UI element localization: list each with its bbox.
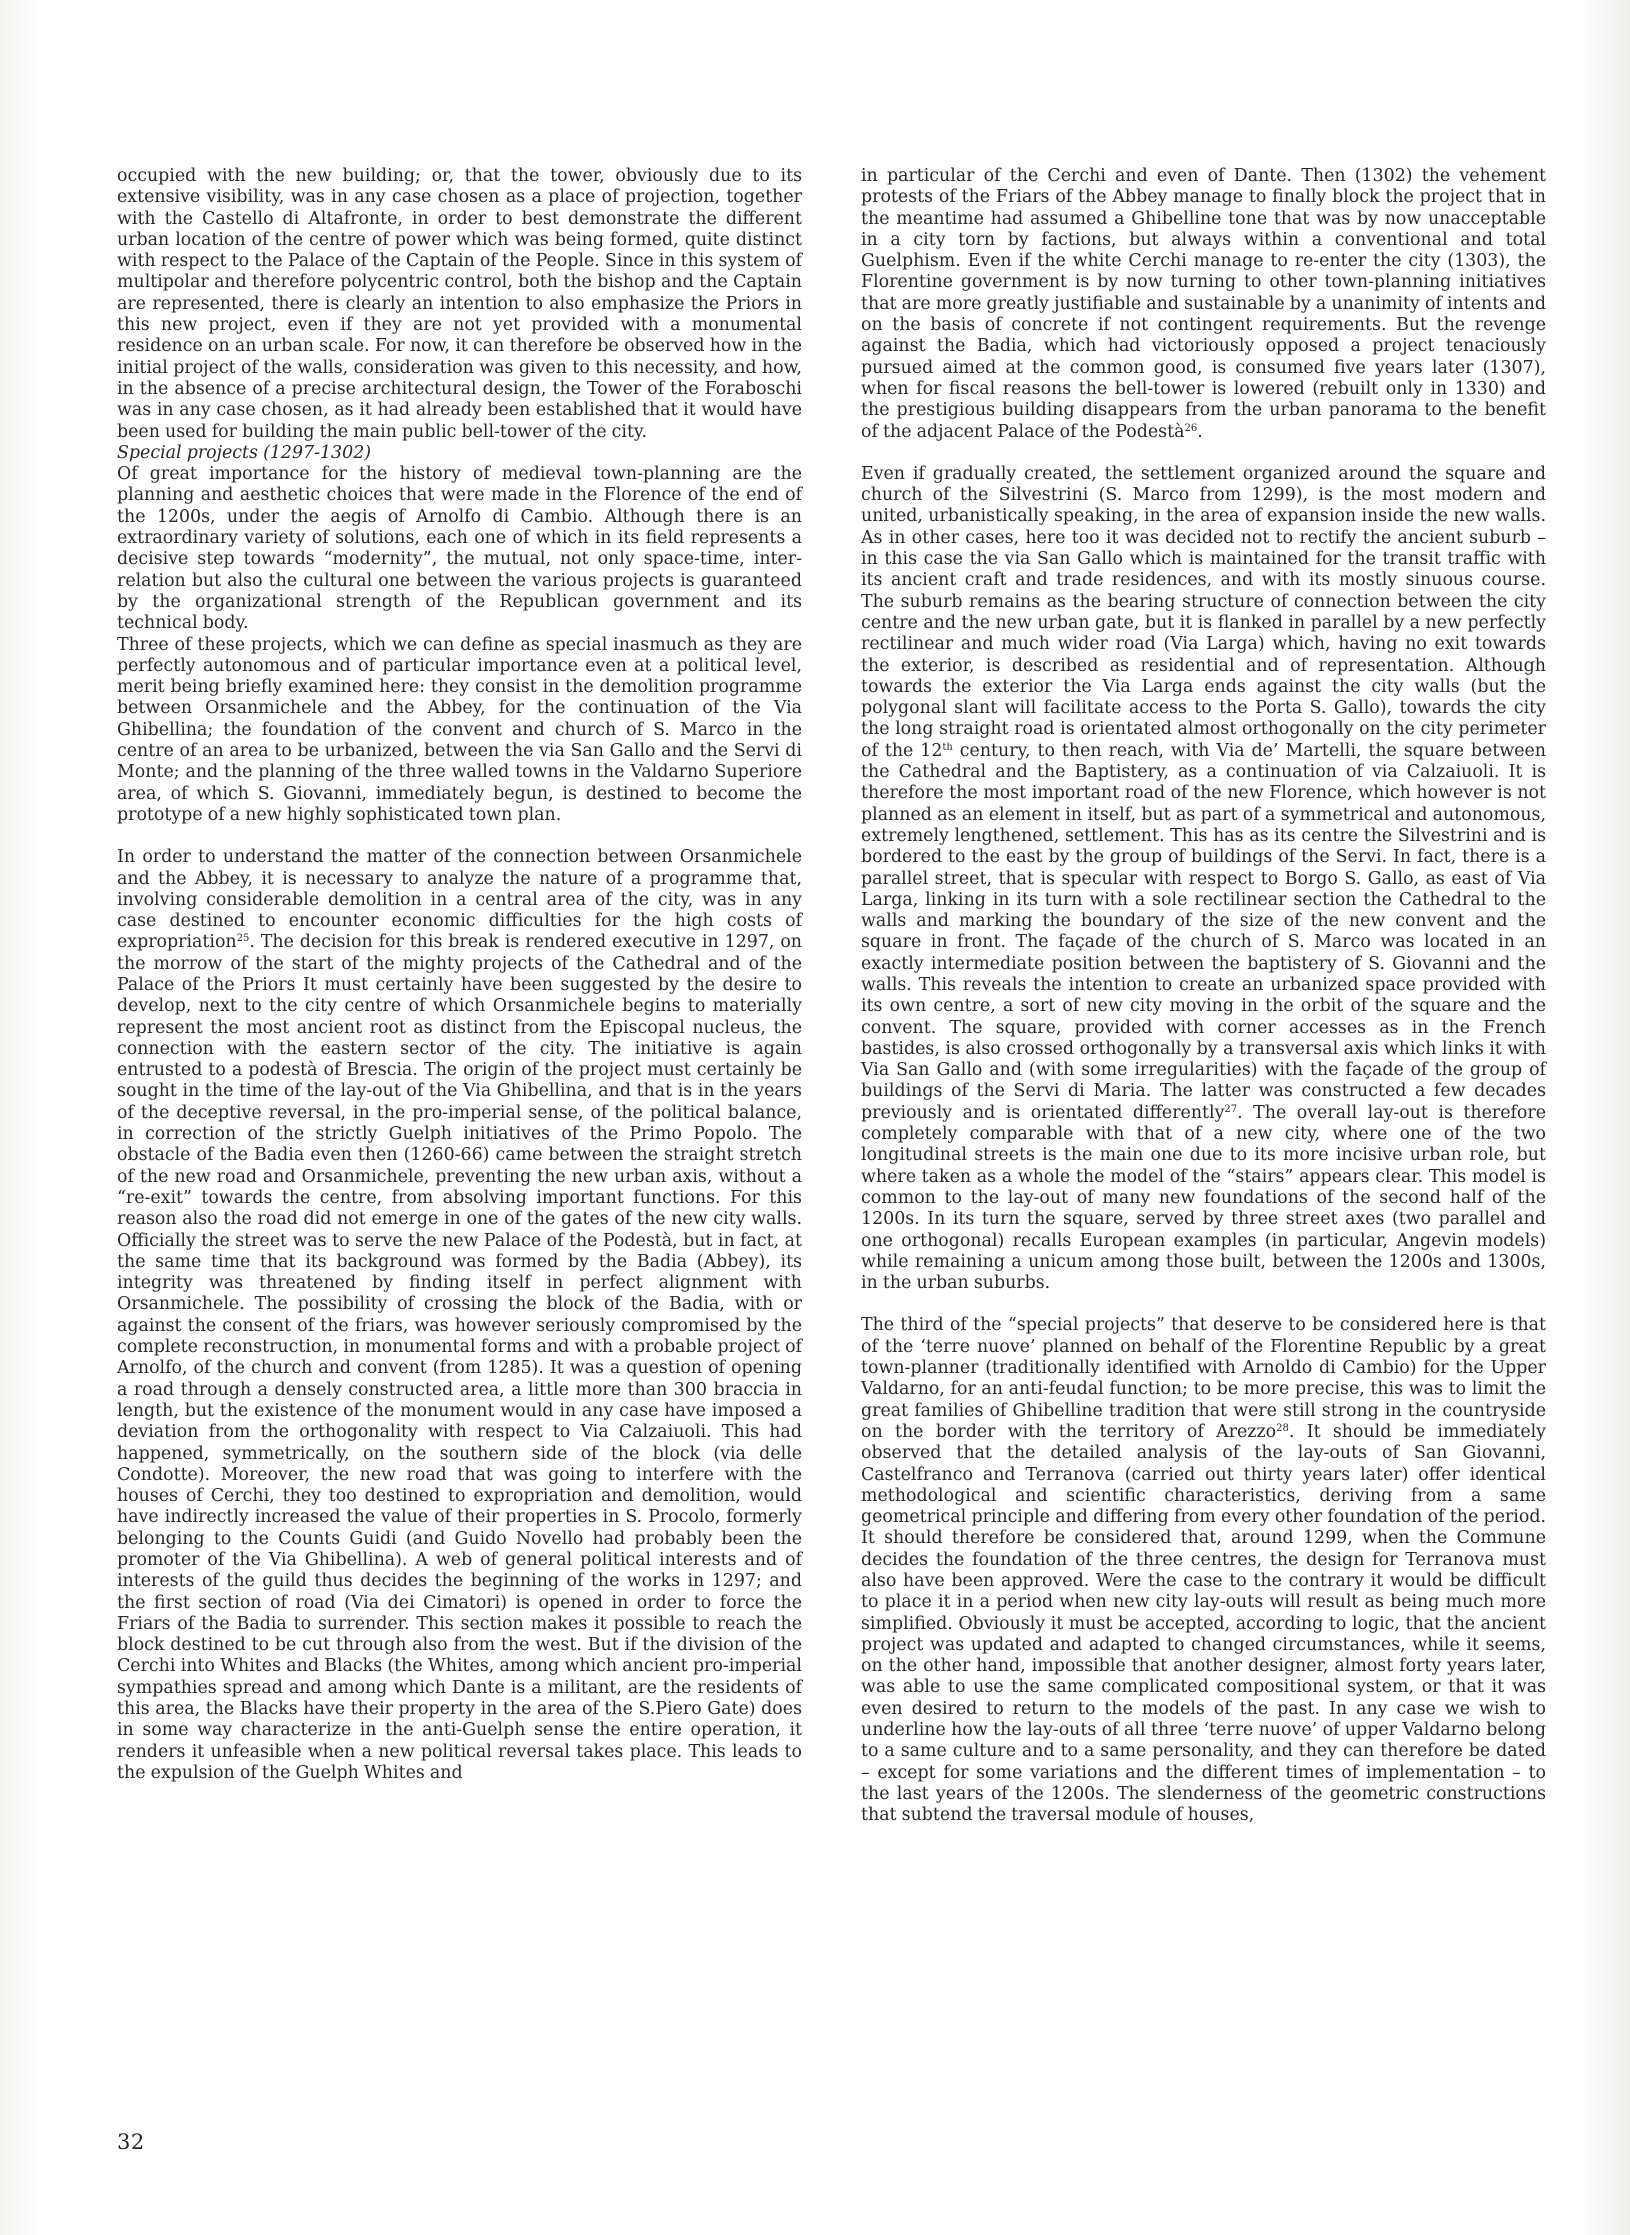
paragraph-terre-nuove: [861, 1315, 1546, 1826]
text-run: . The overall lay-out is therefore completely comparable with that of a new city, where one of the two longitudinal streets is the main one due to its more incisive urban role, but where taken as a whole the model of the “stairs” appears clear. This model is common to the lay-out of many new foundations of the second half of the 1200s. In its turn the square, served by three street axes (two parallel and one orthogonal) recalls European examples (in particular, Angevin models) while remaining a unicum among those built, between the 1200s and 1300s, in the urban suburbs.: [861, 1102, 1546, 1294]
text-run: in particular of the Cerchi and even of Dante. Then (1302) the vehement protests of the Friars of the Abbey manage to finally block the project that in the meantime had assumed a Ghibelline tone that was by now unacceptable in a city torn by factions, but always within a conventional and total Guelphism. Even if the white Cerchi manage to re-enter the city (1303), the Florentine government is by now turning to other town-planning initiatives that are more greatly justifiable and sustainable by a unanimity of intents and on the basis of concrete if not contingent requirements. But the revenge against the Badia, which had victoriously opposed a project tenaciously pursued aimed at the common good, is consumed five years later (1307), when for fiscal reasons the bell-tower is lowered (rebuilt only in 1330) and the prestigious building disappears from the urban panorama to the benefit of the adjacent Palace of the Podestà: [861, 166, 1546, 442]
text-run: century, to then reach, with Via de’ Martelli, the square between the Cathedral and the Baptistery, as a continuation of via Calzaiuoli. It is therefore the most important road of the new Florence, which however is not planned as an element in itself, but as part of a symmetrical and autonomous, extremely lengthened, settlement. This has as its centre the Silvestrini and is bordered to the east by the group of buildings of the Servi. In fact, there is a parallel street, that is specular with respect to Borgo S. Gallo, as east of Via Larga, linking in its turn with a sole rectilinear section the Cathedral to the walls and marking the boundary of the size of the new convent and the square in front. The façade of the church of S. Marco was located in an exactly intermediate position between the baptistery of S. Giovanni and the walls. This reveals the intention to create an urbanized space provided with its own centre, a sort of new city moving in the orbit of the square and the convent. The square, provided with corner accesses as in the French bastides, is also crossed orthogonally by a transversal axis which links it with Via San Gallo and (with some irregularities) with the façade of the group of buildings of the Servi di Maria. The latter was constructed a few decades previously and is orientated differently: [861, 740, 1547, 1123]
text-run: . It should be immediately observed that the detailed analysis of the lay-outs of San Giovanni, Castelfranco and Terranova (carried out thirty years later) offer identical methodological and scientific characteristics, deriving from a same geometrical principle and differing from every other foundation of the period. It should therefore be considered that, around 1299, when the Commune decides the foundation of the three centres, the design for Terranova must also have been approved. Were the case to the contrary it would be difficult to place it in a period when new city lay-outs will result as being much more simplified. Obviously it must be accepted, according to logic, that the ancient project was updated and adapted to changed circumstances, while it seems, on the other hand, impossible that another designer, almost forty years later, was able to use the same complicated compositional system, or that it was even desired to return to the models of the past. In any case we wish to underline how the lay-outs of all three ‘terre nuove’ of upper Valdarno belong to a same culture and to a same personality, and they can therefore be dated – except for some variations and the different times of implementation – to the last years of the 1200s. The slenderness of the geometric constructions that subtend the traversal module of houses,: [861, 1421, 1546, 1826]
right-column: [861, 166, 1546, 1827]
section-heading-special-projects: Special projects (1297-1302): [117, 442, 372, 463]
paragraph-orsanmichele-abbey: [117, 847, 802, 1784]
footnote-ref-28: 28: [1276, 1422, 1289, 1434]
paragraph-silvestrini-settlement: [861, 464, 1546, 1295]
footnote-ref-25: 25: [236, 933, 250, 945]
page-number: 32: [117, 2130, 145, 2154]
text-run: .: [1197, 421, 1203, 442]
text-run: Even if gradually created, the settlement organized around the square and church of the Silvestrini (S. Marco from 1299), is the most modern and united, urbanistically speaking, in the area of expansion inside the new walls. As in other cases, here too it was decided not to rectify the ancient suburb – in this case the via San Gallo which is maintained for the transit traffic with its ancient craft and trade residences, and with its mostly sinuous course. The suburb remains as the bearing structure of connection between the city centre and the new urban gate, but it is flanked in parallel by a new perfectly rectilinear and much wider road (Via Larga) which, having no exit towards the exterior, is described as residential and of representation. Although towards the exterior the Via Larga ends against the city walls (but the polygonal slant will facilitate access to the Porta S. Gallo), towards the city the long straight road is orientated almost orthogonally on the city perimeter of the 12: [861, 463, 1546, 761]
paragraph-three-projects: Three of these projects, which we can define as special inasmuch as they are perfectly autonomous and of particular importance even at a political level, merit being briefly examined here: they consist in the demolition programme between Orsanmichele and the Abbey, for the continuation of the Via Ghibellina; the foundation of the convent and church of S. Marco in the centre of an area to be urbanized, between the via San Gallo and the Servi di Monte; and the planning of the three walled towns in the Valdarno Superiore area, of which S. Giovanni, immediately begun, is destined to become the prototype of a new highly sophisticated town plan.: [117, 634, 802, 825]
text-run: The third of the “special projects” that deserve to be considered here is that of the ‘terre nuove’ planned on behalf of the Florentine Republic by a great town-planner (traditionally identified with Arnoldo di Cambio) for the Upper Valdarno, for an anti-feudal function; to be more precise, this was to limit the great families of Ghibelline tradition that were still strong in the countryside on the border with the territory of Arezzo: [861, 1315, 1546, 1442]
paragraph-cerchi-dante: [861, 166, 1546, 443]
left-column: [117, 166, 802, 1784]
paragraph-planning-choices: Of great importance for the history of medieval town-planning are the planning and aesthetic choices that were made in the Florence of the end of the 1200s, under the aegis of Arnolfo di Cambio. Although there is an extraordinary variety of solutions, each one of which in its field represents a decisive step towards “modernity”, the mutual, not only space-time, inter-relation but also the cultural one between the various projects is guaranteed by the organizational strength of the Republican government and its technical body.: [117, 464, 802, 634]
ordinal-suffix: th: [942, 741, 953, 753]
paragraph-tower-of-foraboschi: occupied with the new building; or, that the tower, obviously due to its extensive visibility, was in any case chosen as a place of projection, together with the Castello di Altafronte, in order to best demonstrate the different urban location of the centre of power which was being formed, quite distinct with respect to the Palace of the Captain of the People. Since in this system of multipolar and therefore polycentric control, both the bishop and the Captain are represented, there is clearly an intention to also emphasize the Priors in this new project, even if they are not yet provided with a monumental residence on an urban scale. For now, it can therefore be observed how in the initial project of the walls, consideration was given to this necessity, and how, in the absence of a precise architectural design, the Tower of the Foraboschi was in any case chosen, as it had already been established that it would have been used for building the main public bell-tower of the city.: [117, 166, 802, 442]
text-run: . The decision for this break is rendered executive in 1297, on the morrow of the start of the mighty projects of the Cathedral and of the Palace of the Priors It must certainly have been suggested by the desire to develop, next to the city centre of which Orsanmichele begins to materially represent the most ancient root as distinct from the Episcopal nucleus, the connection with the eastern sector of the city. The initiative is again entrusted to a podestà of Brescia. The origin of the project must certainly be sought in the time of the lay-out of the Via Ghibellina, and that is in the years of the deceptive reversal, in the pro-imperial sense, of the political balance, in correction of the strictly Guelph initiatives of the Primo Popolo. The obstacle of the Badia even then (1260-66) came between the straight stretch of the new road and Orsanmichele, preventing the new urban axis, without a “re-exit” towards the centre, from absolving important functions. For this reason also the road did not emerge in one of the gates of the new city walls. Officially the street was to serve the new Palace of the Podestà, but in fact, at the same time that its background was formed by the Badia (Abbey), its integrity was threatened by finding itself in perfect alignment with Orsanmichele. The possibility of crossing the block of the Badia, with or against the consent of the friars, was however seriously compromised by the complete reconstruction, in monumental forms and with a probable project of Arnolfo, of the church and convent (from 1285). It was a question of opening a road through a densely constructed area, a little more than 300 braccia in length, but the existence of the monument would in any case have imposed a deviation from the orthogonality with respect to Via Calzaiuoli. This had happened, symmetrically, on the southern side of the block (via delle Condotte). Moreover, the new road that was going to interfere with the houses of Cerchi, they too destined to expropriation and demolition, would have indirectly increased the value of their properties in S. Procolo, formerly belonging to the Counts Guidi (and Guido Novello had probably been the promoter of the Via Ghibellina). A web of general political interests and of interests of the guild thus decides the beginning of the works in 1297; and the first section of road (Via dei Cimatori) is opened in order to force the Friars of the Badia to surrender. This section makes it possible to reach the block destined to be cut through also from the west. But if the division of the Cerchi into Whites and Blacks (the Whites, among which ancient pro-imperial sympathies spread and among which Dante is a militant, are the residents of this area, the Blacks have their property in the area of the S.Piero Gate) does in some way characterize in the anti-Guelph sense the entire operation, it renders it unfeasible when a new political reversal takes place. This leads to the expulsion of the Guelph Whites and: [117, 932, 802, 1783]
text-run: In order to understand the matter of the connection between Orsanmichele and the Abbey, it is necessary to analyze the nature of a programme that, involving considerable demolition in a central area of the city, was in any case destined to encounter economic difficulties for the high costs of expropriation: [117, 847, 802, 953]
footnote-ref-27: 27: [1224, 1103, 1238, 1115]
footnote-ref-26: 26: [1184, 422, 1198, 434]
